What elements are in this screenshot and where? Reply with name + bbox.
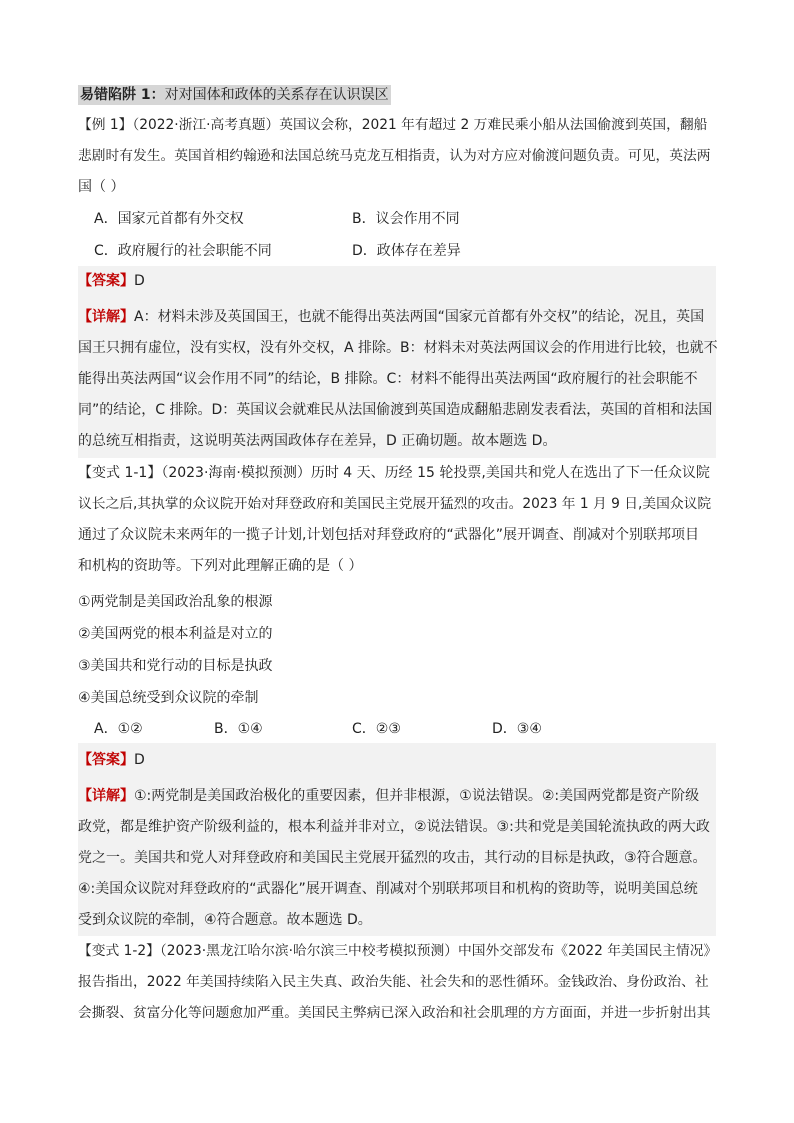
var2-line-2: 报告指出，2022 年美国持续陷入民主失真、政治失能、社会失和的恶性循环。金钱政治、身份政治、社 (78, 974, 709, 990)
var1-detail-line-5: 受到众议院的牵制，④符合题意。故本题选 D。 (78, 912, 372, 928)
ex1-line-3: 国（ ） (78, 179, 125, 195)
var1-option-d: D．③④ (492, 721, 542, 737)
heading-label: 易错陷阱 1： (80, 87, 165, 103)
ex1-option-c: C．政府履行的社会职能不同 (94, 243, 272, 259)
ex1-option-a: A．国家元首都有外交权 (94, 211, 244, 227)
var1-item-2: ②美国两党的根本利益是对立的 (78, 626, 273, 642)
ex1-detail-line-3: 能得出英法两国“议会作用不同”的结论，B 排除。C：材料不能得出英法两国“政府履行的社会职能不 (78, 371, 698, 387)
var1-detail-line-4: ④:美国众议院对拜登政府的“武器化”展开调查、削减对个别联邦项目和机构的资助等，说明美国总统 (78, 881, 698, 897)
var1-line-4: 和机构的资助等。下列对此理解正确的是（ ） (78, 558, 363, 574)
ex1-detail-line-5: 的总统互相指责，这说明英法两国政体存在差异，D 正确切题。故本题选 D。 (78, 433, 557, 449)
var1-item-1: ①两党制是美国政治乱象的根源 (78, 594, 273, 610)
var1-option-a: A．①② (94, 721, 143, 737)
var1-item-4: ④美国总统受到众议院的牵制 (78, 690, 259, 706)
var1-option-c: C．②③ (352, 721, 401, 737)
var1-detail-line-1: 【详解】①:两党制是美国政治极化的重要因素，但并非根源，①说法错误。②:美国两党都是资产阶级 (78, 788, 700, 804)
var1-line-3: 通过了众议院未来两年的一揽子计划,计划包括对拜登政府的“武器化”展开调查、削减对个别联邦项目 (78, 527, 699, 543)
var1-answer-block (78, 743, 716, 936)
var1-item-3: ③美国共和党行动的目标是执政 (78, 658, 273, 674)
ex1-detail-label: 【详解】 (78, 309, 134, 325)
ex1-line-1: 【例 1】（2022·浙江·高考真题）英国议会称，2021 年有超过 2 万难民乘小船从法国偷渡到英国，翻船 (78, 117, 708, 133)
ex1-answer-value: D (134, 273, 145, 289)
var1-detail-label: 【详解】 (78, 788, 134, 804)
var1-line-2: 议长之后,其执掌的众议院开始对拜登政府和美国民主党展开猛烈的攻击。2023 年 1 月 9 日,美国众议院 (78, 496, 712, 512)
ex1-answer-label: 【答案】 (78, 273, 134, 289)
var1-answer-value: D (134, 752, 145, 768)
ex1-answer-line (78, 271, 145, 291)
ex1-detail-line-1: 【详解】A：材料未涉及英国国王，也就不能得出英法两国“国家元首都有外交权”的结论，况且，英国 (78, 309, 705, 325)
ex1-option-d: D．政体存在差异 (352, 243, 461, 259)
var1-detail-line-3: 党之一。美国共和党人对拜登政府和美国民主党展开猛烈的攻击，其行动的目标是执政，③符合题意。 (78, 850, 707, 866)
var1-answer-label: 【答案】 (78, 752, 134, 768)
ex1-answer-block (78, 266, 716, 458)
var1-answer-line (78, 750, 145, 770)
var1-detail-line-2: 政党，都是维护资产阶级利益的，根本利益并非对立，②说法错误。③:共和党是美国轮流执政的两大政 (78, 819, 710, 835)
var2-line-3: 会撕裂、贫富分化等问题愈加严重。美国民主弊病已深入政治和社会肌理的方方面面，并进一步折射出其 (78, 1005, 711, 1021)
ex1-detail-line-2: 国王只拥有虚位，没有实权，没有外交权，A 排除。B：材料未对英法两国议会的作用进行比较，也就不 (78, 340, 718, 356)
section-heading (78, 85, 391, 105)
var1-option-b: B．①④ (214, 721, 263, 737)
var1-line-1: 【变式 1-1】（2023·海南·模拟预测）历时 4 天、历经 15 轮投票,美国共和党人在选出了下一任众议院 (78, 465, 710, 481)
ex1-option-b: B．议会作用不同 (352, 211, 460, 227)
ex1-detail-line-4: 同”的结论，C 排除。D：英国议会就难民从法国偷渡到英国造成翻船悲剧发表看法，英国的首相和法国 (78, 402, 713, 418)
heading-text: 对对国体和政体的关系存在认识误区 (164, 87, 389, 103)
ex1-line-2: 悲剧时有发生。英国首相约翰逊和法国总统马克龙互相指责，认为对方应对偷渡问题负责。可见，英法两 (78, 148, 711, 164)
var2-line-1: 【变式 1-2】（2023·黑龙江哈尔滨·哈尔滨三中校考模拟预测）中国外交部发布《2022 年美国民主情况》 (78, 943, 718, 959)
